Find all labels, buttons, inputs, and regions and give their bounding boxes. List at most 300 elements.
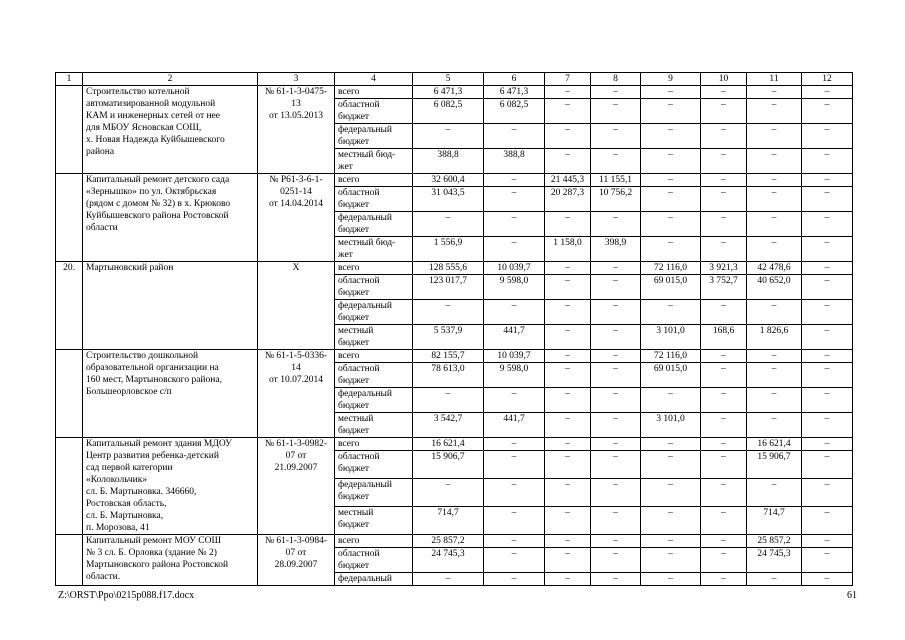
funding-source xyxy=(335,262,413,275)
expertise-code-line: № 61-1-3-0982- xyxy=(264,439,328,449)
funding-source-line: бюджет xyxy=(338,520,370,530)
value-cell: – xyxy=(591,262,641,275)
funding-source-line: местный бюд- xyxy=(338,238,396,248)
value-cell: – xyxy=(591,451,641,479)
value-cell: – xyxy=(591,507,641,535)
value-cell: – xyxy=(802,535,853,548)
expertise-code-line: 07 от xyxy=(285,548,307,558)
object-name xyxy=(83,86,258,174)
value-cell: 441,7 xyxy=(484,325,545,350)
value-cell: – xyxy=(484,535,545,548)
value-cell: – xyxy=(641,573,701,586)
item-number xyxy=(56,86,83,174)
expertise-code-line: от 10.07.2014 xyxy=(269,375,323,385)
value-cell: – xyxy=(802,86,853,99)
value-cell: 31 043,5 xyxy=(413,187,484,212)
value-cell: – xyxy=(802,99,853,124)
value-cell: – xyxy=(545,535,591,548)
funding-source-line: всего xyxy=(338,263,360,273)
value-cell: 123 017,7 xyxy=(413,275,484,300)
value-cell: – xyxy=(802,149,853,174)
expertise-code-line: 07 от xyxy=(285,451,307,461)
value-cell: – xyxy=(641,507,701,535)
value-cell: – xyxy=(802,548,853,573)
funding-source xyxy=(335,535,413,548)
funding-source-line: бюджет xyxy=(338,561,370,571)
expertise-code-line: от 14.04.2014 xyxy=(269,199,323,209)
value-cell: – xyxy=(545,262,591,275)
value-cell: 5 537,9 xyxy=(413,325,484,350)
value-cell: – xyxy=(484,124,545,149)
expertise-code xyxy=(258,350,335,438)
value-cell: – xyxy=(701,438,747,451)
funding-source-line: федеральный xyxy=(338,389,392,399)
value-cell: 6 082,5 xyxy=(413,99,484,124)
funding-source xyxy=(335,325,413,350)
funding-source xyxy=(335,149,413,174)
funding-source-line: бюджет xyxy=(338,288,370,298)
value-cell: – xyxy=(545,86,591,99)
value-cell: – xyxy=(802,363,853,388)
value-cell: 6 471,3 xyxy=(484,86,545,99)
value-cell: – xyxy=(545,451,591,479)
funding-source xyxy=(335,187,413,212)
value-cell: 42 478,6 xyxy=(747,262,802,275)
value-cell: – xyxy=(701,573,747,586)
value-cell: – xyxy=(591,212,641,237)
funding-source xyxy=(335,350,413,363)
value-cell: – xyxy=(701,479,747,507)
value-cell: 3 101,0 xyxy=(641,325,701,350)
funding-source xyxy=(335,507,413,535)
value-cell: – xyxy=(591,388,641,413)
value-cell: – xyxy=(701,507,747,535)
expertise-code-line: 0251-14 xyxy=(280,187,312,197)
value-cell: 15 906,7 xyxy=(413,451,484,479)
value-cell: – xyxy=(591,124,641,149)
value-cell: 3 101,0 xyxy=(641,413,701,438)
value-cell: – xyxy=(747,124,802,149)
value-cell: – xyxy=(484,187,545,212)
object-name-line: автоматизированной модульной xyxy=(86,99,216,109)
value-cell: – xyxy=(591,363,641,388)
object-name xyxy=(83,350,258,438)
value-cell: – xyxy=(802,300,853,325)
funding-source-line: областной xyxy=(338,188,380,198)
value-cell: – xyxy=(484,548,545,573)
table-row xyxy=(56,86,853,99)
value-cell: – xyxy=(641,99,701,124)
value-cell: – xyxy=(747,187,802,212)
value-cell: – xyxy=(591,275,641,300)
value-cell: – xyxy=(802,350,853,363)
value-cell: – xyxy=(701,548,747,573)
value-cell: 21 445,3 xyxy=(545,174,591,187)
value-cell: – xyxy=(591,479,641,507)
funding-source-line: федеральный xyxy=(338,213,392,223)
expertise-code-line: 14 xyxy=(291,363,301,373)
value-cell: – xyxy=(802,451,853,479)
expertise-code-line: № 61-1-3-0984- xyxy=(264,536,328,546)
value-cell: – xyxy=(802,212,853,237)
expertise-code xyxy=(258,262,335,350)
object-name-line: № 3 сл. Б. Орловка (здание № 2) xyxy=(86,548,217,558)
expertise-code-line: № 61-1-5-0336- xyxy=(264,351,328,361)
object-name-line: Капитальный ремонт МОУ СОШ xyxy=(86,536,222,546)
expertise-code xyxy=(258,535,335,586)
value-cell: – xyxy=(701,300,747,325)
expertise-code-line: Х xyxy=(292,263,300,273)
value-cell: 10 756,2 xyxy=(591,187,641,212)
document-page xyxy=(55,72,852,586)
value-cell: – xyxy=(701,413,747,438)
value-cell: – xyxy=(484,479,545,507)
funding-source-line: бюджет xyxy=(338,200,370,210)
value-cell: – xyxy=(641,149,701,174)
table-row xyxy=(56,174,853,187)
funding-source-line: местный бюд- xyxy=(338,150,396,160)
value-cell: – xyxy=(641,212,701,237)
value-cell: – xyxy=(591,548,641,573)
value-cell: 6 471,3 xyxy=(413,86,484,99)
funding-source xyxy=(335,174,413,187)
value-cell: – xyxy=(545,124,591,149)
funding-source xyxy=(335,548,413,573)
value-cell: 25 857,2 xyxy=(747,535,802,548)
funding-source-line: всего xyxy=(338,439,360,449)
funding-source-line: местный xyxy=(338,414,374,424)
funding-source-line: федеральный xyxy=(338,301,392,311)
value-cell: – xyxy=(591,413,641,438)
item-number xyxy=(56,350,83,438)
value-cell: – xyxy=(802,507,853,535)
value-cell: – xyxy=(701,363,747,388)
object-name-line: КАМ и инженерных сетей от нее xyxy=(86,111,220,121)
funding-source-line: областной xyxy=(338,276,380,286)
value-cell: – xyxy=(484,388,545,413)
value-cell: – xyxy=(591,438,641,451)
value-cell: 398,9 xyxy=(591,237,641,262)
value-cell: 3 752,7 xyxy=(701,275,747,300)
column-number: 5 xyxy=(413,73,484,86)
value-cell: – xyxy=(701,535,747,548)
funding-source xyxy=(335,275,413,300)
value-cell: 3 542,7 xyxy=(413,413,484,438)
value-cell: 168,6 xyxy=(701,325,747,350)
value-cell: – xyxy=(701,174,747,187)
value-cell: – xyxy=(747,174,802,187)
value-cell: – xyxy=(484,174,545,187)
value-cell: – xyxy=(413,300,484,325)
value-cell: – xyxy=(701,350,747,363)
value-cell: 16 621,4 xyxy=(413,438,484,451)
value-cell: – xyxy=(747,212,802,237)
value-cell: 128 555,6 xyxy=(413,262,484,275)
object-name-line: сл. Б. Мартыновка. 346660, xyxy=(86,487,197,497)
funding-source xyxy=(335,212,413,237)
value-cell: 1 158,0 xyxy=(545,237,591,262)
value-cell: – xyxy=(545,300,591,325)
value-cell: – xyxy=(545,413,591,438)
object-name-line: области. xyxy=(86,572,121,582)
value-cell: – xyxy=(802,187,853,212)
table-row xyxy=(56,350,853,363)
value-cell: 24 745,3 xyxy=(413,548,484,573)
value-cell: 82 155,7 xyxy=(413,350,484,363)
value-cell: – xyxy=(484,438,545,451)
value-cell: – xyxy=(802,388,853,413)
value-cell: – xyxy=(545,479,591,507)
value-cell: – xyxy=(641,124,701,149)
object-name-line: Капитальный ремонт детского сада xyxy=(86,175,230,185)
value-cell: – xyxy=(701,237,747,262)
object-name-line: (рядом с домом № 32) в х. Крюково xyxy=(86,199,231,209)
value-cell: 78 613,0 xyxy=(413,363,484,388)
value-cell: 40 652,0 xyxy=(747,275,802,300)
object-name-line: Мартыновского района Ростовской xyxy=(86,560,229,570)
value-cell: – xyxy=(701,187,747,212)
value-cell: – xyxy=(545,363,591,388)
item-number xyxy=(56,535,83,586)
value-cell: – xyxy=(641,535,701,548)
object-name xyxy=(83,535,258,586)
value-cell: – xyxy=(802,174,853,187)
column-number: 3 xyxy=(258,73,335,86)
value-cell: – xyxy=(802,438,853,451)
item-number: 20. xyxy=(56,262,83,350)
value-cell: – xyxy=(545,149,591,174)
value-cell: 11 155,1 xyxy=(591,174,641,187)
value-cell: – xyxy=(591,535,641,548)
value-cell: 16 621,4 xyxy=(747,438,802,451)
funding-source-line: областной xyxy=(338,100,380,110)
object-name xyxy=(83,262,258,350)
value-cell: – xyxy=(591,149,641,174)
value-cell: – xyxy=(747,149,802,174)
funding-source-line: местный xyxy=(338,326,374,336)
value-cell: – xyxy=(545,212,591,237)
value-cell: 24 745,3 xyxy=(747,548,802,573)
funding-source-line: всего xyxy=(338,351,360,361)
funding-source-line: бюджет xyxy=(338,401,370,411)
value-cell: 69 015,0 xyxy=(641,275,701,300)
value-cell: – xyxy=(747,573,802,586)
funding-source-line: федеральный xyxy=(338,574,392,584)
value-cell: – xyxy=(413,212,484,237)
column-number: 1 xyxy=(56,73,83,86)
value-cell: – xyxy=(591,86,641,99)
value-cell: 1 826,6 xyxy=(747,325,802,350)
value-cell: – xyxy=(484,300,545,325)
value-cell: 1 556,9 xyxy=(413,237,484,262)
value-cell: – xyxy=(484,237,545,262)
funding-source-line: бюджет xyxy=(338,313,370,323)
table-row xyxy=(56,262,853,275)
expertise-code-line: 13 xyxy=(291,99,301,109)
value-cell: – xyxy=(545,507,591,535)
funding-source xyxy=(335,86,413,99)
object-name-line: Большеорловское с/п xyxy=(86,387,172,397)
value-cell: 72 116,0 xyxy=(641,350,701,363)
object-name-line: Мартыновский район xyxy=(86,263,174,273)
expertise-code-line: № Р61-3-6-1- xyxy=(269,175,323,185)
funding-source-line: всего xyxy=(338,175,360,185)
value-cell: – xyxy=(641,438,701,451)
object-name-line: п. Морозова, 41 xyxy=(86,523,150,533)
funding-source-line: всего xyxy=(338,87,360,97)
funding-source-line: жет xyxy=(338,162,353,172)
value-cell: 10 039,7 xyxy=(484,350,545,363)
value-cell: 9 598,0 xyxy=(484,275,545,300)
value-cell: – xyxy=(701,212,747,237)
value-cell: – xyxy=(413,124,484,149)
funding-source xyxy=(335,237,413,262)
value-cell: – xyxy=(413,479,484,507)
value-cell: 714,7 xyxy=(747,507,802,535)
value-cell: 441,7 xyxy=(484,413,545,438)
funding-source-line: областной xyxy=(338,549,380,559)
value-cell: – xyxy=(591,325,641,350)
value-cell: 20 287,3 xyxy=(545,187,591,212)
value-cell: – xyxy=(641,451,701,479)
funding-source xyxy=(335,451,413,479)
column-number: 8 xyxy=(591,73,641,86)
funding-source-line: бюджет xyxy=(338,338,370,348)
value-cell: – xyxy=(802,262,853,275)
funding-source-line: бюджет xyxy=(338,112,370,122)
value-cell: – xyxy=(747,350,802,363)
object-name-line: сад первой категории xyxy=(86,463,173,473)
expertise-code-line: 21.09.2007 xyxy=(274,463,318,473)
value-cell: 9 598,0 xyxy=(484,363,545,388)
value-cell: – xyxy=(701,149,747,174)
funding-source-line: бюджет xyxy=(338,376,370,386)
funding-source-line: федеральный xyxy=(338,480,392,490)
value-cell: – xyxy=(701,124,747,149)
funding-source-line: бюджет xyxy=(338,225,370,235)
column-number-row xyxy=(56,73,853,86)
value-cell: – xyxy=(802,325,853,350)
expertise-code-line: 28.09.2007 xyxy=(274,560,318,570)
value-cell: 72 116,0 xyxy=(641,262,701,275)
table-row xyxy=(56,535,853,548)
value-cell: – xyxy=(641,300,701,325)
funding-source xyxy=(335,573,413,586)
value-cell: – xyxy=(484,212,545,237)
funding-source-line: бюджет xyxy=(338,464,370,474)
value-cell: – xyxy=(413,388,484,413)
value-cell: – xyxy=(591,99,641,124)
funding-source-line: бюджет xyxy=(338,492,370,502)
value-cell: – xyxy=(747,237,802,262)
funding-source xyxy=(335,388,413,413)
value-cell: – xyxy=(747,479,802,507)
object-name-line: «Колокольчик» xyxy=(86,475,148,485)
value-cell: – xyxy=(545,325,591,350)
value-cell: – xyxy=(747,388,802,413)
object-name-line: области xyxy=(86,223,118,233)
value-cell: – xyxy=(545,388,591,413)
object-name-line: 160 мест, Мартыновского района, xyxy=(86,375,222,385)
column-number: 10 xyxy=(701,73,747,86)
object-name-line: сл. Б. Мартыновка, xyxy=(86,511,164,521)
object-name-line: района xyxy=(86,147,115,157)
value-cell: – xyxy=(545,438,591,451)
funding-source-line: областной xyxy=(338,364,380,374)
item-number xyxy=(56,174,83,262)
column-number: 12 xyxy=(802,73,853,86)
investment-table xyxy=(55,72,853,586)
value-cell: – xyxy=(802,413,853,438)
value-cell: – xyxy=(802,479,853,507)
funding-source-line: областной xyxy=(338,452,380,462)
value-cell: – xyxy=(641,187,701,212)
column-number: 7 xyxy=(545,73,591,86)
object-name-line: образовательной организации на xyxy=(86,363,219,373)
value-cell: – xyxy=(747,99,802,124)
value-cell: – xyxy=(591,300,641,325)
value-cell: – xyxy=(545,275,591,300)
funding-source xyxy=(335,300,413,325)
object-name-line: Капитальный ремонт здания МДОУ xyxy=(86,439,232,449)
funding-source-line: всего xyxy=(338,536,360,546)
object-name-line: х. Новая Надежда Куйбышевского xyxy=(86,135,225,145)
value-cell: – xyxy=(802,275,853,300)
object-name xyxy=(83,438,258,535)
value-cell: – xyxy=(802,573,853,586)
value-cell: 714,7 xyxy=(413,507,484,535)
object-name-line: Куйбышевского района Ростовской xyxy=(86,211,229,221)
value-cell: – xyxy=(591,350,641,363)
table-body xyxy=(56,73,853,586)
funding-source xyxy=(335,124,413,149)
value-cell: 69 015,0 xyxy=(641,363,701,388)
value-cell: 6 082,5 xyxy=(484,99,545,124)
value-cell: – xyxy=(701,388,747,413)
value-cell: – xyxy=(641,548,701,573)
value-cell: – xyxy=(747,363,802,388)
object-name-line: Центр развития ребенка-детский xyxy=(86,451,219,461)
value-cell: – xyxy=(641,479,701,507)
column-number: 9 xyxy=(641,73,701,86)
value-cell: – xyxy=(641,174,701,187)
value-cell: – xyxy=(545,99,591,124)
value-cell: 10 039,7 xyxy=(484,262,545,275)
funding-source-line: жет xyxy=(338,250,353,260)
value-cell: – xyxy=(747,413,802,438)
funding-source xyxy=(335,99,413,124)
funding-source xyxy=(335,479,413,507)
page-number: 61 xyxy=(847,590,857,601)
footer-file-path: Z:\ORST\Ppo\0215p088.f17.docx xyxy=(58,590,195,601)
funding-source-line: федеральный xyxy=(338,125,392,135)
value-cell: – xyxy=(641,86,701,99)
funding-source-line: бюджет xyxy=(338,426,370,436)
value-cell: – xyxy=(747,300,802,325)
value-cell: 388,8 xyxy=(413,149,484,174)
value-cell: – xyxy=(641,388,701,413)
value-cell: – xyxy=(545,573,591,586)
object-name-line: Строительство дошкольной xyxy=(86,351,199,361)
value-cell: – xyxy=(701,86,747,99)
value-cell: 388,8 xyxy=(484,149,545,174)
expertise-code xyxy=(258,438,335,535)
object-name-line: Строительство котельной xyxy=(86,87,190,97)
funding-source-line: местный xyxy=(338,508,374,518)
value-cell: – xyxy=(701,99,747,124)
expertise-code xyxy=(258,174,335,262)
funding-source xyxy=(335,413,413,438)
